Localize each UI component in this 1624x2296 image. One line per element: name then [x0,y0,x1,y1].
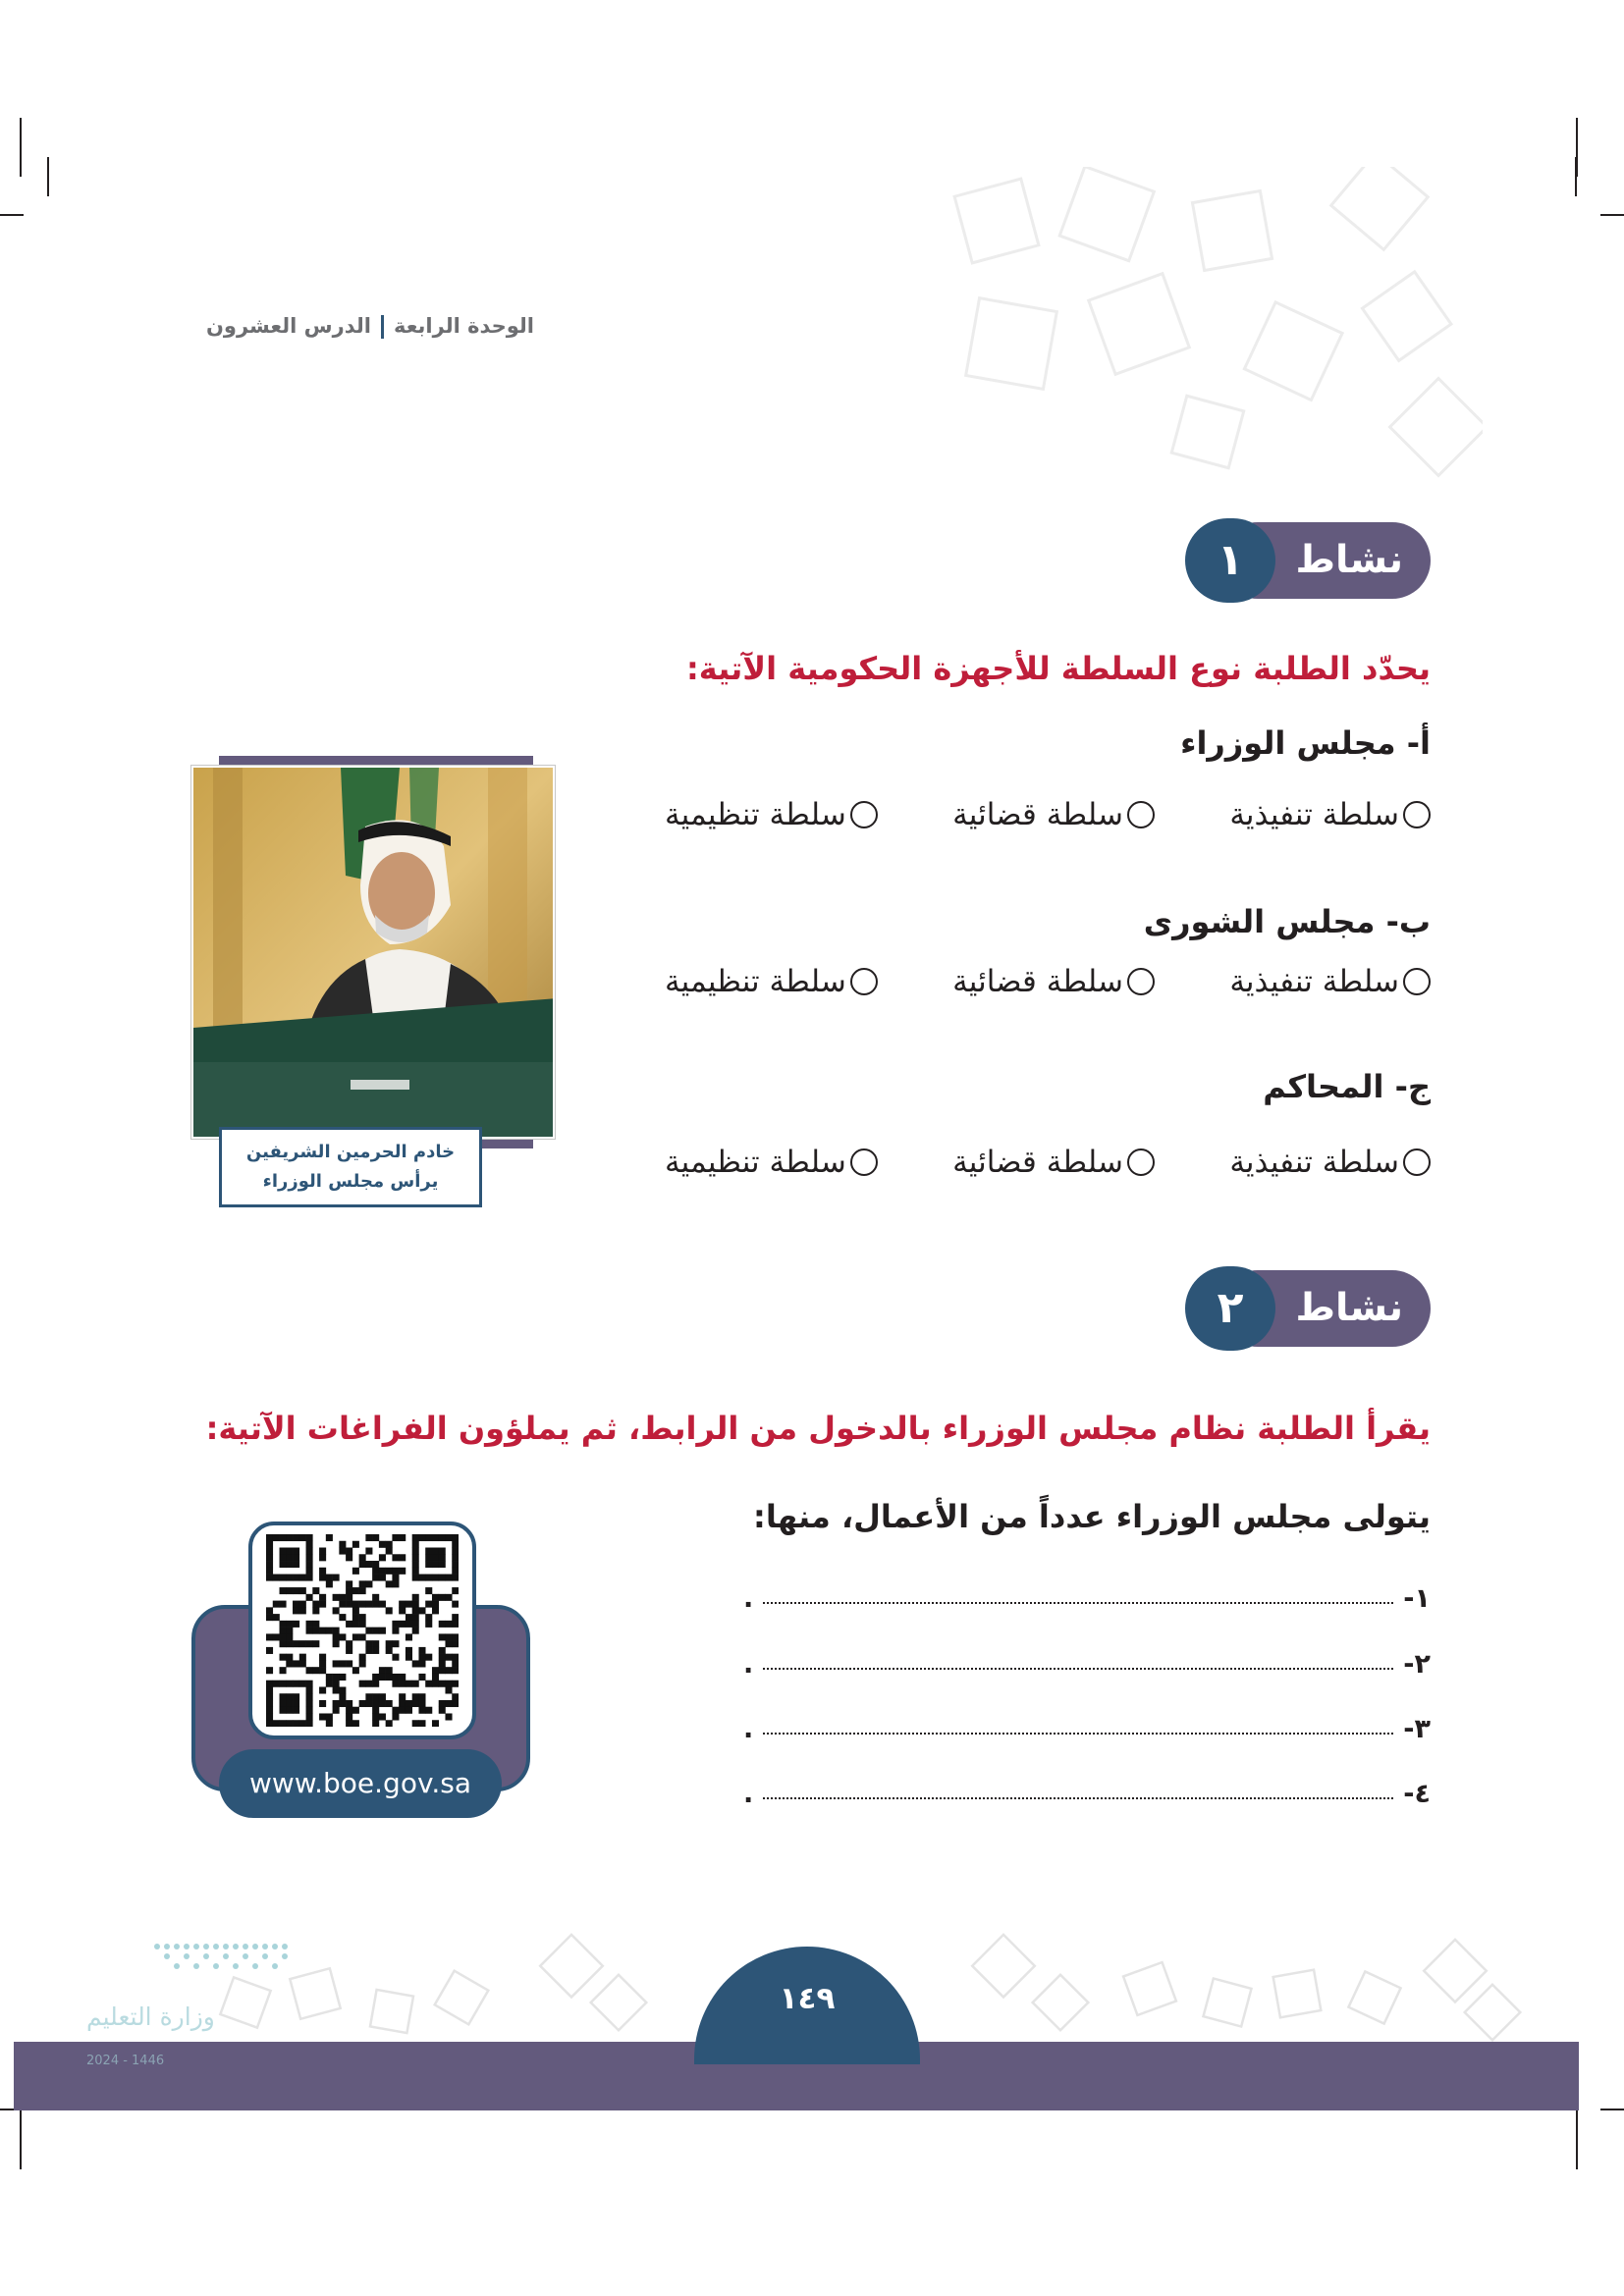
option-regulatory[interactable] [665,964,878,999]
qr-url-link[interactable]: www.boe.gov.sa [219,1749,502,1818]
caption-line-2: يرأس مجلس الوزراء [262,1171,439,1192]
activity-label: نشاط [1295,1286,1403,1330]
ministry-logo-icon [147,1939,295,1978]
question-c-options [665,1145,1431,1180]
activity-2-badge [1185,1266,1431,1351]
photo-caption [219,1127,482,1207]
option-label: سلطة تنفيذية [1229,964,1399,999]
radio-button[interactable] [1127,1148,1155,1176]
radio-button[interactable] [850,968,878,995]
option-judicial[interactable] [952,964,1155,999]
qr-code-frame [248,1522,476,1739]
unit-title: الوحدة الرابعة [393,314,534,338]
crop-mark [0,214,24,216]
option-label: سلطة تنظيمية [665,1145,846,1180]
option-label: سلطة تنظيمية [665,797,846,832]
radio-button[interactable] [1403,1148,1431,1176]
question-a-title: أ- مجلس الوزراء [1180,724,1431,762]
option-executive[interactable] [1229,1145,1431,1180]
page-number: ١٤٩ [779,1981,836,2016]
activity-2-question: يتولى مجلس الوزراء عدداً من الأعمال، منها: [753,1498,1431,1535]
activity-1-instruction: يحدّد الطلبة نوع السلطة للأجهزة الحكومية الآتية: [685,650,1431,687]
question-b-options [665,964,1431,999]
option-regulatory[interactable] [665,1145,878,1180]
question-c-title: ج- المحاكم [1263,1068,1431,1105]
king-photo [191,766,555,1139]
activity-number: ٢ [1185,1266,1275,1351]
period: . [743,1583,754,1614]
question-a-options [665,797,1431,832]
item-number: ١- [1403,1583,1431,1614]
period: . [743,1714,754,1744]
decorative-squares [933,167,1483,491]
fill-line-3 [743,1714,1431,1744]
radio-button[interactable] [850,1148,878,1176]
radio-button[interactable] [850,801,878,828]
activity-label: نشاط [1295,538,1403,582]
fill-line-2 [743,1649,1431,1680]
activity-number: ١ [1185,518,1275,603]
qr-code-icon [266,1534,459,1727]
caption-line-1: خادم الحرمين الشريفين [245,1142,456,1162]
crop-mark [20,118,22,177]
qr-link-card[interactable] [191,1522,535,1836]
fill-line-4 [743,1779,1431,1809]
option-label: سلطة قضائية [952,964,1124,999]
crop-mark [1600,2109,1624,2110]
item-number: ٤- [1403,1779,1431,1809]
activity-1-badge [1185,518,1431,603]
question-b-title: ب- مجلس الشورى [1143,903,1431,940]
crop-mark [1576,2110,1578,2169]
answer-blank[interactable] [763,1725,1393,1735]
fill-line-1 [743,1583,1431,1614]
item-number: ٣- [1403,1714,1431,1744]
crop-mark [1600,214,1624,216]
option-judicial[interactable] [952,797,1155,832]
option-label: سلطة تنفيذية [1229,1145,1399,1180]
option-label: سلطة تنظيمية [665,964,846,999]
crop-mark [20,2110,22,2169]
crop-mark [1575,157,1577,196]
option-judicial[interactable] [952,1145,1155,1180]
option-executive[interactable] [1229,797,1431,832]
radio-button[interactable] [1127,801,1155,828]
breadcrumb [206,314,534,339]
radio-button[interactable] [1127,968,1155,995]
option-label: سلطة تنفيذية [1229,797,1399,832]
ministry-year: 2024 - 1446 [86,2054,165,2068]
answer-blank[interactable] [763,1789,1393,1799]
item-number: ٢- [1403,1649,1431,1680]
period: . [743,1779,754,1809]
radio-button[interactable] [1403,801,1431,828]
answer-blank[interactable] [763,1660,1393,1670]
radio-button[interactable] [1403,968,1431,995]
option-label: سلطة قضائية [952,797,1124,832]
breadcrumb-separator [381,315,384,339]
option-label: سلطة قضائية [952,1145,1124,1180]
period: . [743,1649,754,1680]
option-regulatory[interactable] [665,797,878,832]
photo-figure [191,756,567,1207]
lesson-title: الدرس العشرون [206,314,371,338]
answer-blank[interactable] [763,1594,1393,1604]
option-executive[interactable] [1229,964,1431,999]
crop-mark [47,157,49,196]
ministry-name: وزارة التعليم [86,2002,215,2031]
activity-2-instruction: يقرأ الطلبة نظام مجلس الوزراء بالدخول من الرابط، ثم يملؤون الفراغات الآتية: [205,1410,1431,1447]
